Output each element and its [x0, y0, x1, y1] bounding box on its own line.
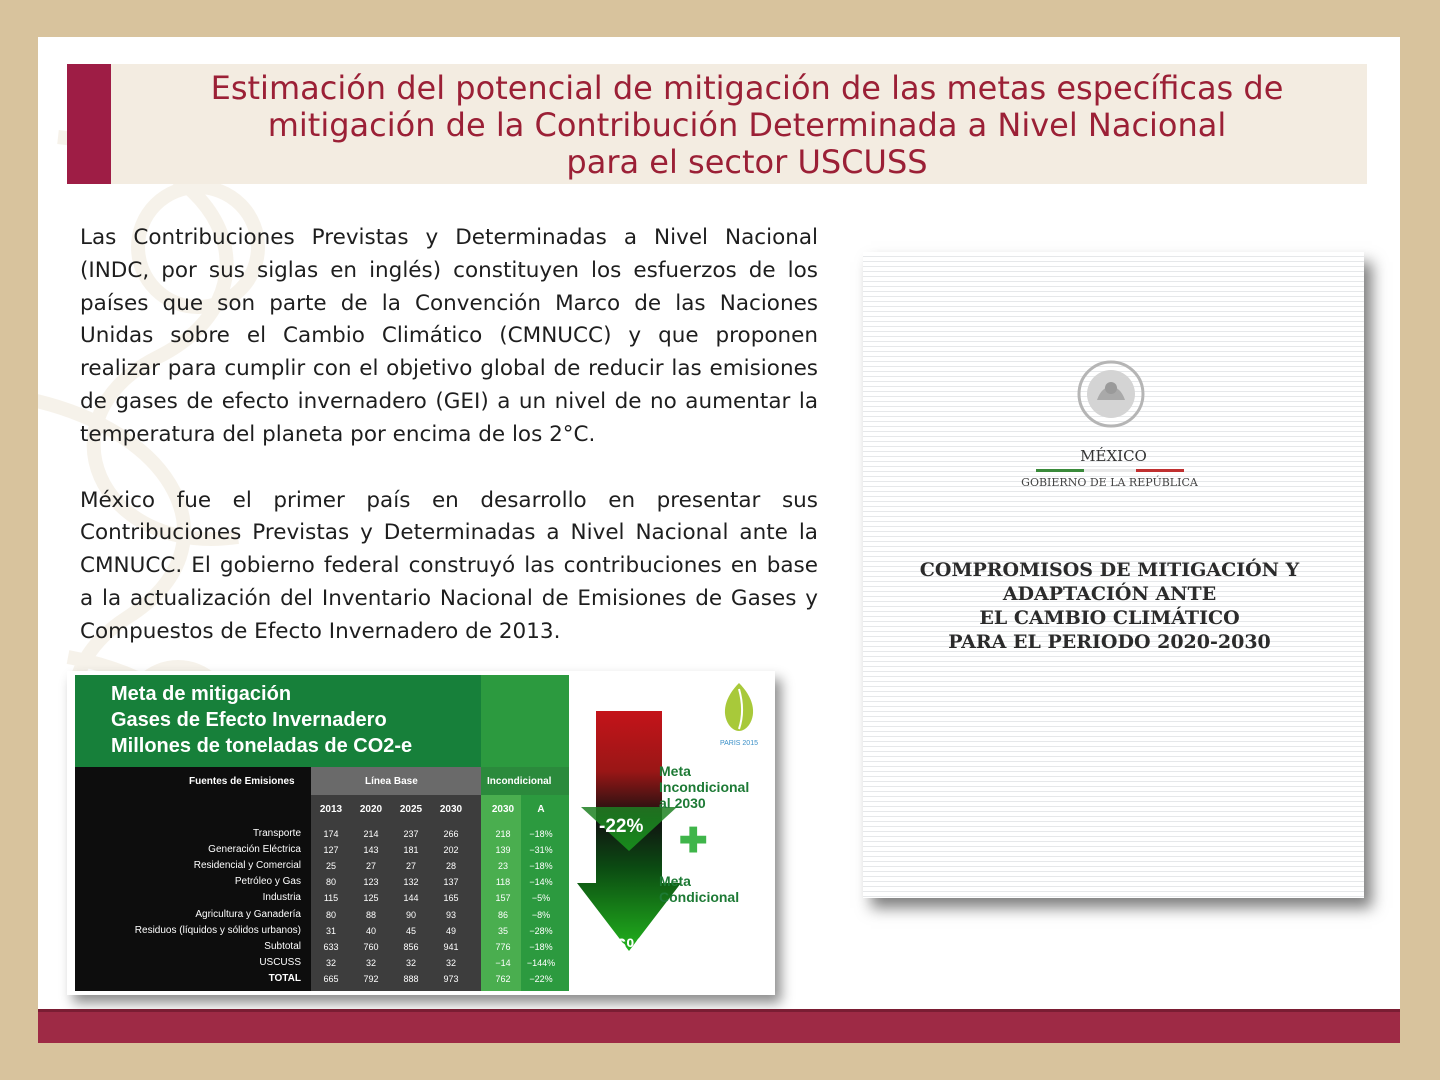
row-label: TOTAL — [268, 972, 301, 984]
table-cell: 49 — [445, 925, 456, 936]
table-cell: −14% — [529, 877, 553, 888]
body-text — [80, 222, 818, 682]
page-title — [127, 70, 1367, 181]
year-header: 2030 — [439, 804, 463, 815]
footer-band — [38, 1012, 1400, 1043]
col-header-unconditional: Incondicional — [487, 776, 552, 787]
cover-title-line: PARA EL PERIODO 2020-2030 — [948, 631, 1271, 653]
table-cell: 856 — [403, 941, 419, 952]
table-cell: 973 — [443, 973, 459, 984]
year-header: A — [537, 804, 545, 815]
table-cell: 143 — [363, 845, 379, 856]
table-cell: 665 — [323, 973, 339, 984]
table-cell: 792 — [363, 973, 379, 984]
table-cell: 35 — [497, 925, 508, 936]
plus-icon: ✚ — [679, 822, 708, 860]
table-cell: −18% — [529, 941, 553, 952]
table-cell: 132 — [403, 877, 419, 888]
mitigation-header-line: Millones de toneladas de CO2-e — [111, 735, 413, 757]
mitigation-header — [75, 675, 481, 767]
cover-title — [863, 558, 1356, 654]
table-cell: 125 — [363, 893, 379, 904]
national-seal-icon — [1077, 360, 1145, 428]
table-cell: 941 — [443, 941, 459, 952]
table-cell: 31 — [325, 925, 336, 936]
title-line: mitigación de la Contribución Determinada a Nivel Nacional — [267, 106, 1227, 144]
title-accent-bar — [67, 64, 111, 184]
table-cell: −14 — [495, 957, 511, 968]
table-cell: 762 — [495, 973, 511, 984]
table-cell: 90 — [405, 909, 416, 920]
year-header: 2030 — [491, 804, 515, 815]
row-label: USCUSS — [259, 956, 301, 968]
table-cell: −22% — [529, 973, 553, 984]
label-line: Condicional — [659, 889, 740, 905]
table-cell: −5% — [531, 893, 551, 904]
year-header: 2025 — [399, 804, 423, 815]
paragraph-mexico: México fue el primer país en desarrollo en presentar sus Contribuciones Previstas y Determinadas a Nivel Nacional ante la CMNUCC. El gobierno federal construyó las contribuciones en base a la actualización del Inventario Nacional de Emisiones de Gases y Compuestos de Efecto Invernadero de 2013. — [80, 487, 818, 644]
flag-bar-green — [1036, 469, 1084, 472]
flag-bar-red — [1136, 469, 1184, 472]
row-label: Transporte — [253, 828, 301, 839]
table-cell: 165 — [443, 893, 459, 904]
col-header-baseline: Línea Base — [365, 776, 418, 787]
table-cell: 80 — [325, 877, 336, 888]
paris-logo-text: PARIS 2015 — [719, 740, 759, 747]
table-cell: −28% — [529, 925, 553, 936]
label-line: Meta — [659, 763, 691, 779]
label-unconditional-goal — [659, 763, 749, 811]
row-label: Generación Eléctrica — [208, 844, 301, 856]
pct-unconditional: -22% — [599, 816, 644, 837]
pct-conditional: -36% — [599, 936, 644, 957]
table-cell: 888 — [403, 973, 419, 984]
table-cell: 157 — [495, 893, 511, 904]
year-header: 2020 — [359, 804, 383, 815]
table-cell: 776 — [495, 941, 511, 952]
row-label: Industria — [262, 892, 301, 904]
year-header: 2013 — [319, 804, 343, 815]
document-cover — [863, 252, 1364, 898]
table-cell: 137 — [443, 877, 459, 888]
table-cell: 80 — [325, 909, 336, 920]
row-label: Residencial y Comercial — [193, 860, 301, 872]
table-cell: 218 — [495, 829, 511, 839]
title-line: para el sector USCUSS — [566, 143, 928, 181]
col-header-sources: Fuentes de Emisiones — [189, 776, 295, 787]
table-cell: −31% — [529, 845, 553, 856]
paris-2015-logo-icon — [715, 679, 763, 749]
table-cell: 214 — [363, 829, 379, 839]
table-cell: −18% — [529, 861, 553, 872]
table-cell: 32 — [405, 957, 416, 968]
row-label: Residuos (líquidos y sólidos urbanos) — [134, 924, 301, 936]
table-cell: 32 — [365, 957, 376, 968]
cover-title-line: COMPROMISOS DE MITIGACIÓN Y — [919, 559, 1300, 581]
cover-title-line: EL CAMBIO CLIMÁTICO — [979, 607, 1240, 629]
table-cell: 86 — [497, 909, 508, 920]
table-cell: 237 — [403, 829, 419, 839]
flag-bar-white — [1084, 469, 1136, 472]
table-cell: 27 — [365, 861, 376, 872]
cover-government: GOBIERNO DE LA REPÚBLICA — [1021, 476, 1198, 489]
slide — [38, 37, 1400, 1043]
label-line: al 2030 — [659, 795, 706, 811]
cover-country: MÉXICO — [1080, 447, 1147, 465]
label-line: Incondicional — [659, 779, 750, 795]
table-cell: 28 — [445, 861, 456, 872]
table-cell: 25 — [325, 861, 336, 872]
label-line: Meta — [659, 873, 691, 889]
table-cell: 27 — [405, 861, 416, 872]
label-conditional-goal — [659, 873, 739, 905]
title-line: Estimación del potencial de mitigación de las metas específicas de — [210, 69, 1284, 107]
table-cell: −8% — [531, 909, 551, 920]
table-cell: 202 — [443, 845, 459, 856]
row-label: Subtotal — [264, 940, 301, 952]
row-label: Petróleo y Gas — [234, 876, 301, 888]
table-cell: 181 — [403, 845, 419, 856]
table-cell: 139 — [495, 845, 511, 856]
table-cell: −18% — [529, 829, 553, 839]
cover-title-line: ADAPTACIÓN ANTE — [1002, 583, 1217, 605]
table-cell: 32 — [445, 957, 456, 968]
table-cell: 115 — [323, 893, 339, 904]
table-cell: 118 — [495, 877, 511, 888]
table-cell: 32 — [325, 957, 336, 968]
table-cell: 633 — [323, 941, 339, 952]
mitigation-goal-image — [67, 671, 775, 995]
table-cell: 45 — [405, 925, 416, 936]
table-cell: 40 — [365, 925, 376, 936]
table-cell: 23 — [497, 861, 508, 872]
row-label: Agricultura y Ganadería — [195, 908, 301, 920]
table-cell: 88 — [365, 909, 376, 920]
mitigation-header-line: Gases de Efecto Invernadero — [111, 709, 387, 731]
table-cell: 144 — [403, 893, 419, 904]
table-cell: 174 — [323, 829, 339, 839]
table-cell: 760 — [363, 941, 379, 952]
paragraph-indc: Las Contribuciones Previstas y Determinadas a Nivel Nacional (INDC, por sus siglas en inglés) constituyen los esfuerzos de los países que son parte de la Convención Marco de las Naciones Unidas sobre el Cambio Climático (CMNUCC) y que proponen realizar para cumplir con el objetivo global de reducir las emisiones de gases de efecto invernadero (GEI) a un nivel de no aumentar la temperatura del planeta por encima de los 2°C. — [80, 225, 818, 447]
table-cell: 266 — [443, 829, 459, 839]
mitigation-header-line: Meta de mitigación — [111, 683, 292, 705]
title-band — [67, 64, 1367, 184]
table-cell: 127 — [323, 845, 339, 856]
table-cell: 93 — [445, 909, 456, 920]
table-cell: −144% — [526, 957, 556, 968]
table-cell: 123 — [363, 877, 379, 888]
